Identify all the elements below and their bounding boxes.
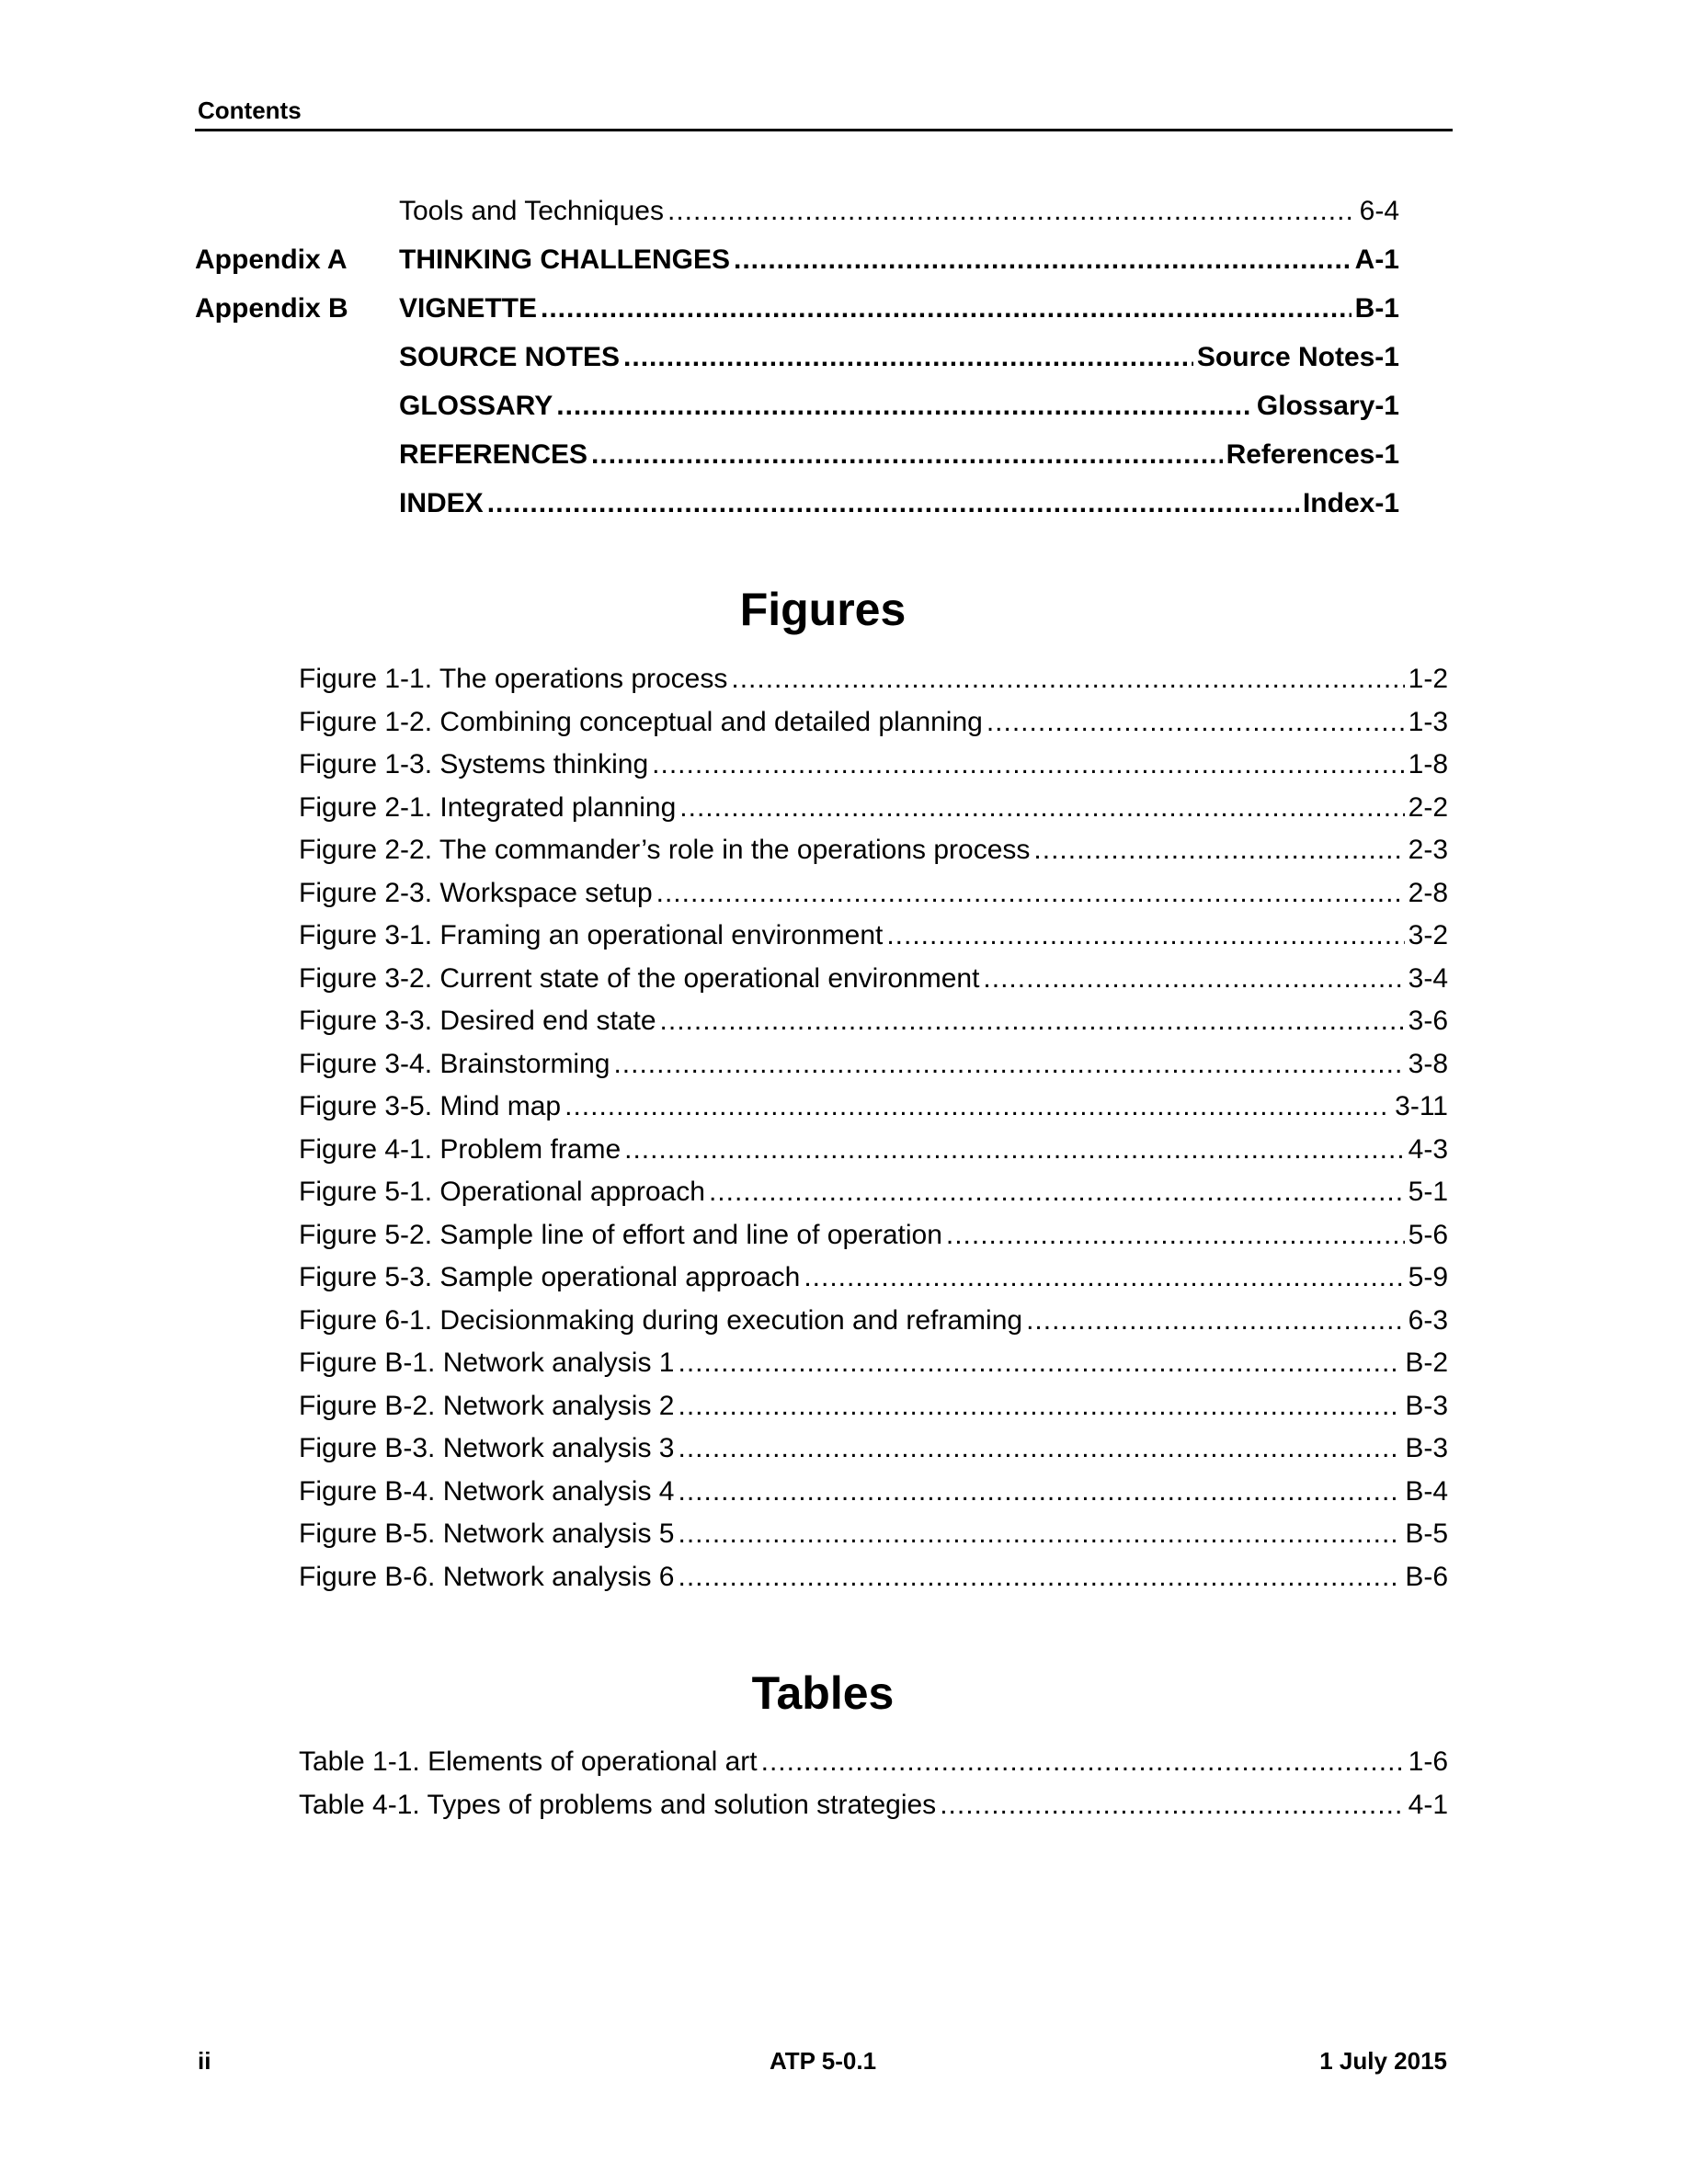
toc-entry[interactable]: [195, 196, 1399, 245]
toc-entry-body: [399, 293, 1399, 324]
dot-leader: [886, 920, 1404, 951]
toc-entry-title: VIGNETTE: [399, 293, 538, 324]
figure-entry-title: Figure 6-1. Decisionmaking during execution and reframing: [299, 1304, 1023, 1336]
figure-entry[interactable]: [299, 1305, 1448, 1348]
figure-page-ref: B-3: [1405, 1390, 1448, 1421]
footer-page-number: ii: [198, 2047, 211, 2075]
dot-leader: [679, 1348, 1402, 1379]
dot-leader: [679, 792, 1404, 824]
figure-entry[interactable]: [299, 1476, 1448, 1519]
figure-page-ref: B-2: [1405, 1348, 1448, 1378]
figure-entry[interactable]: [299, 792, 1448, 836]
figure-entry-title: Figure 2-1. Integrated planning: [299, 791, 677, 823]
toc-entry-body: [399, 439, 1399, 471]
toc-page-ref: Source Notes-1: [1196, 342, 1399, 372]
toc-entry-body: [399, 245, 1399, 276]
figure-entry[interactable]: [299, 1262, 1448, 1305]
figure-page-ref: B-5: [1405, 1519, 1448, 1549]
toc-entry-title: INDEX: [399, 488, 484, 518]
table-entry[interactable]: [299, 1746, 1448, 1790]
table-entry-title: Table 4-1. Types of problems and solution strategies: [299, 1789, 937, 1820]
header-rule: [195, 129, 1453, 131]
dot-leader: [660, 1006, 1405, 1037]
dot-leader: [1026, 1305, 1405, 1337]
dot-leader: [487, 488, 1299, 519]
figure-page-ref: 2-3: [1408, 835, 1448, 865]
figure-entry-title: Figure 3-2. Current state of the operational environment: [299, 962, 980, 994]
figure-entry-title: Figure 3-4. Brainstorming: [299, 1048, 610, 1079]
figure-entry[interactable]: [299, 920, 1448, 963]
figure-page-ref: 5-6: [1408, 1219, 1448, 1250]
figure-entry-title: Figure B-2. Network analysis 2: [299, 1390, 675, 1421]
figure-entry-title: Figure B-3. Network analysis 3: [299, 1433, 675, 1463]
dot-leader: [679, 1391, 1402, 1422]
dot-leader: [679, 1476, 1402, 1507]
toc-entry[interactable]: [195, 488, 1399, 537]
table-entry-title: Table 1-1. Elements of operational art: [299, 1746, 758, 1777]
figures-heading: Figures: [739, 584, 907, 635]
figure-page-ref: B-3: [1405, 1433, 1448, 1463]
figure-entry-title: Figure B-5. Network analysis 5: [299, 1519, 675, 1549]
figure-page-ref: 1-2: [1408, 664, 1448, 694]
figure-page-ref: B-4: [1405, 1475, 1448, 1507]
dot-leader: [613, 1049, 1404, 1080]
toc-entry-title: THINKING CHALLENGES: [399, 245, 730, 275]
dot-leader: [541, 293, 1352, 324]
footer-publication: ATP 5-0.1: [769, 2047, 877, 2075]
figure-page-ref: 6-3: [1408, 1304, 1448, 1336]
toc-entry[interactable]: [195, 245, 1399, 293]
table-page-ref: 4-1: [1408, 1789, 1448, 1820]
toc-page-ref: Glossary-1: [1256, 391, 1399, 421]
toc-entry-title: SOURCE NOTES: [399, 342, 621, 372]
figure-entry[interactable]: [299, 1177, 1448, 1220]
dot-leader: [1033, 835, 1404, 866]
figure-entry[interactable]: [299, 707, 1448, 750]
dot-leader: [987, 707, 1405, 738]
dot-leader: [652, 749, 1404, 780]
footer-date: 1 July 2015: [1319, 2047, 1447, 2075]
figure-entry-title: Figure 4-1. Problem frame: [299, 1133, 622, 1165]
figure-entry-title: Figure 1-1. The operations process: [299, 664, 728, 694]
figure-page-ref: 2-8: [1408, 877, 1448, 908]
figure-page-ref: B-6: [1405, 1561, 1448, 1592]
dot-leader: [983, 963, 1404, 995]
toc-entry[interactable]: [195, 342, 1399, 391]
figure-entry[interactable]: [299, 1049, 1448, 1092]
toc-entry-body: [399, 196, 1399, 227]
dot-leader: [761, 1746, 1405, 1778]
tables-list: [299, 1746, 1448, 1832]
toc-entry[interactable]: [195, 391, 1399, 439]
figure-page-ref: 3-8: [1408, 1048, 1448, 1079]
figure-entry[interactable]: [299, 835, 1448, 878]
figure-entry-title: Figure B-1. Network analysis 1: [299, 1348, 675, 1378]
figure-page-ref: 5-1: [1408, 1177, 1448, 1207]
dot-leader: [591, 439, 1223, 471]
table-entry[interactable]: [299, 1790, 1448, 1833]
toc-entry-title: GLOSSARY: [399, 391, 553, 421]
figure-entry[interactable]: [299, 1091, 1448, 1134]
toc-entry-title: Tools and Techniques: [399, 196, 664, 226]
toc-entry[interactable]: [195, 439, 1399, 488]
toc-page-ref: A-1: [1354, 245, 1399, 275]
toc-entry[interactable]: [195, 293, 1399, 342]
toc-appendix-label: Appendix A: [195, 245, 348, 275]
figure-page-ref: 5-9: [1408, 1262, 1448, 1292]
figure-page-ref: 3-2: [1408, 920, 1448, 950]
dot-leader: [804, 1262, 1404, 1293]
figure-entry-title: Figure 1-3. Systems thinking: [299, 749, 649, 779]
toc-page-ref: B-1: [1354, 293, 1399, 324]
figure-entry-title: Figure 5-1. Operational approach: [299, 1177, 705, 1207]
dot-leader: [709, 1177, 1405, 1208]
toc-entry-body: [399, 391, 1399, 422]
running-head: Contents: [198, 97, 302, 124]
figure-entry-title: Figure 1-2. Combining conceptual and detailed planning: [299, 706, 983, 737]
figures-list: [299, 664, 1448, 1604]
dot-leader: [565, 1091, 1391, 1122]
dot-leader: [734, 245, 1352, 276]
figure-entry[interactable]: [299, 878, 1448, 921]
toc-page-ref: 6-4: [1359, 196, 1399, 226]
dot-leader: [946, 1220, 1405, 1251]
dot-leader: [679, 1562, 1402, 1593]
figure-page-ref: 3-4: [1408, 962, 1448, 994]
figure-entry-title: Figure 2-3. Workspace setup: [299, 877, 653, 908]
figure-entry[interactable]: [299, 1433, 1448, 1476]
figure-entry[interactable]: [299, 1220, 1448, 1263]
figure-entry-title: Figure 5-3. Sample operational approach: [299, 1262, 801, 1292]
figure-page-ref: 1-3: [1408, 706, 1448, 737]
figure-entry[interactable]: [299, 1391, 1448, 1434]
figure-page-ref: 3-6: [1408, 1006, 1448, 1036]
figure-entry[interactable]: [299, 749, 1448, 792]
figure-entry[interactable]: [299, 1562, 1448, 1605]
toc-entry-title: REFERENCES: [399, 439, 588, 470]
figure-entry-title: Figure 2-2. The commander’s role in the operations process: [299, 835, 1031, 865]
tables-heading: Tables: [751, 1667, 895, 1719]
figure-entry[interactable]: [299, 963, 1448, 1007]
figure-entry-title: Figure B-6. Network analysis 6: [299, 1561, 675, 1592]
figure-entry[interactable]: [299, 1348, 1448, 1391]
figure-entry[interactable]: [299, 664, 1448, 707]
toc-appendix-label: Appendix B: [195, 293, 348, 324]
dot-leader: [656, 878, 1405, 909]
table-page-ref: 1-6: [1408, 1746, 1448, 1777]
figure-page-ref: 3-11: [1395, 1091, 1448, 1121]
dot-leader: [679, 1433, 1402, 1464]
toc-page-ref: Index-1: [1302, 488, 1399, 518]
figure-page-ref: 2-2: [1408, 791, 1448, 823]
dot-leader: [624, 1134, 1405, 1166]
toc-page-ref: References-1: [1226, 439, 1399, 470]
dot-leader: [667, 196, 1356, 227]
dot-leader: [556, 391, 1253, 422]
figure-entry-title: Figure 5-2. Sample line of effort and line of operation: [299, 1219, 942, 1250]
toc-list: [195, 196, 1399, 537]
dot-leader: [731, 664, 1404, 695]
figure-entry[interactable]: [299, 1134, 1448, 1177]
figure-page-ref: 1-8: [1408, 749, 1448, 779]
figure-entry-title: Figure 3-3. Desired end state: [299, 1006, 656, 1036]
toc-entry-body: [399, 342, 1399, 373]
figure-entry-title: Figure 3-1. Framing an operational environment: [299, 920, 884, 950]
figure-entry-title: Figure B-4. Network analysis 4: [299, 1475, 675, 1507]
figure-entry-title: Figure 3-5. Mind map: [299, 1091, 562, 1121]
figure-entry[interactable]: [299, 1006, 1448, 1049]
dot-leader: [940, 1790, 1404, 1821]
figure-page-ref: 4-3: [1408, 1133, 1448, 1165]
figure-entry[interactable]: [299, 1519, 1448, 1562]
toc-entry-body: [399, 488, 1399, 519]
dot-leader: [623, 342, 1193, 373]
dot-leader: [679, 1519, 1402, 1550]
